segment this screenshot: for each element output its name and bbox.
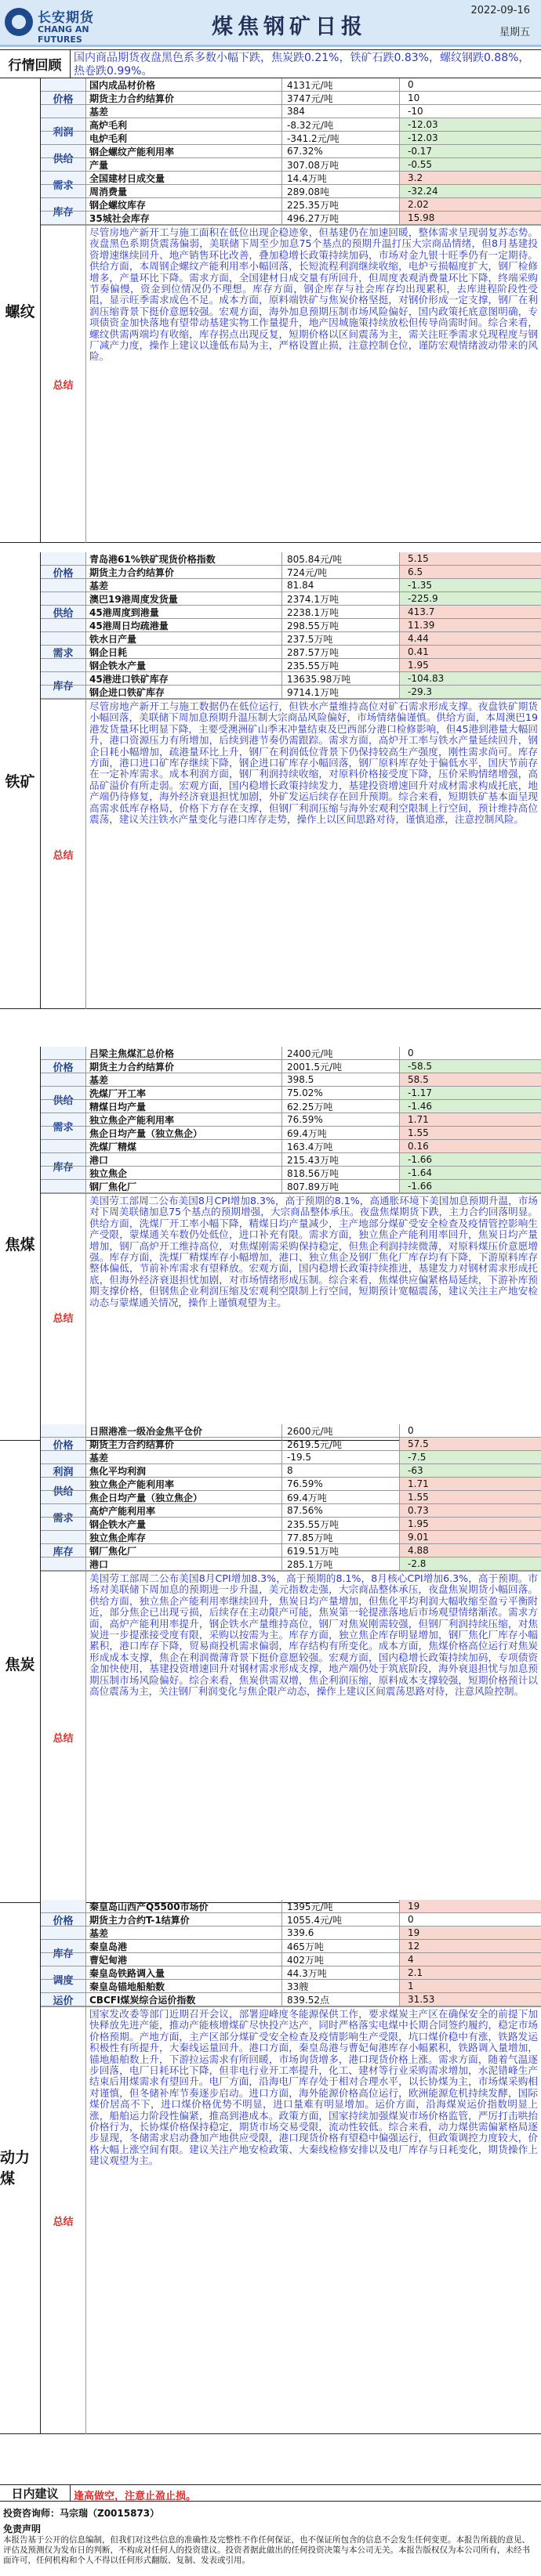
category-label: 价格 — [41, 1424, 86, 1464]
indicator-name: 国内成品材价格 — [86, 78, 282, 91]
indicator-change: 31.53 — [400, 1993, 541, 2006]
indicator-value: 285.1万吨 — [282, 1558, 400, 1570]
indicator-value: 619.51万吨 — [282, 1544, 400, 1557]
indicator-name: 独立焦企产能利用率 — [86, 1113, 282, 1126]
summary-block — [41, 1193, 541, 1441]
indicator-value: 805.84元/吨 — [282, 552, 400, 565]
table-row — [41, 1993, 541, 2006]
indicator-value: -341.2元/吨 — [282, 132, 400, 144]
intraday-advice — [0, 2484, 541, 2502]
indicator-name: 钢企螺纹库存 — [86, 198, 282, 211]
indicator-name: 期货主力合约结算价 — [86, 1060, 282, 1073]
indicator-name: 洗煤厂精煤 — [86, 1140, 282, 1152]
market-review-label: 行情回顾 — [0, 50, 71, 78]
report-header — [0, 0, 541, 47]
section-4 — [0, 1900, 541, 2434]
indicator-value: 287.57万吨 — [282, 646, 400, 658]
indicator-change: 413.7 — [400, 606, 541, 618]
category-label: 库存 — [41, 198, 86, 225]
indicator-name: 基差 — [86, 105, 282, 118]
summary-label: 总结 — [41, 226, 86, 543]
indicator-change: -2.8 — [400, 1558, 541, 1570]
indicator-value: 235.55万吨 — [282, 659, 400, 671]
indicator-change: 0.41 — [400, 646, 541, 658]
indicator-name: 45港进口铁矿库存 — [86, 672, 282, 685]
indicator-value: 9714.1万吨 — [282, 686, 400, 698]
indicator-change: 0.73 — [400, 1504, 541, 1517]
indicator-value: 307.08万吨 — [282, 158, 400, 171]
table-row — [41, 579, 541, 592]
indicator-name: CBCFI煤炭综合运价指数 — [86, 1993, 282, 2006]
category-label: 供给 — [41, 592, 86, 632]
indicator-name: 45港周日均疏港量 — [86, 619, 282, 631]
market-review — [0, 49, 541, 78]
indicator-value: 14.4万吨 — [282, 172, 400, 184]
table-row — [41, 686, 541, 699]
table-row — [41, 118, 541, 132]
indicator-value: -19.5 — [282, 1451, 400, 1463]
summary-block — [41, 1571, 541, 1903]
indicator-change: -1.35 — [400, 579, 541, 592]
indicator-value: 163.4万吨 — [282, 1140, 400, 1152]
indicator-name: 产量 — [86, 158, 282, 171]
indicator-value: 44.3万吨 — [282, 1966, 400, 1979]
indicator-change: -1.46 — [400, 1100, 541, 1113]
indicator-value: 2374.1万吨 — [282, 592, 400, 605]
indicator-name: 吕梁主焦煤汇总价格 — [86, 1047, 282, 1059]
summary-block — [41, 225, 541, 543]
indicator-change: 57.5 — [400, 1438, 541, 1450]
indicator-name: 周消费量 — [86, 185, 282, 197]
indicator-change: 2.1 — [400, 1966, 541, 1979]
indicator-value: 2600元/吨 — [282, 1424, 400, 1437]
indicator-name: 钢企进口铁矿库存 — [86, 686, 282, 698]
indicator-name: 日照港准一级冶金焦平仓价 — [86, 1424, 282, 1437]
table-row — [41, 158, 541, 172]
indicator-value: 839.52点 — [282, 1993, 400, 2006]
summary-text: 尽管房地产新开工与施工数据仍在低位运行，但铁水产量维持高位对矿石需求形成支撑。夜盘铁矿期货小幅回落，美联储下周加息预期升温压制大宗商品风险偏好，市场情绪偏谨慎。供给方面，本周澳巴19港发货量环比明显下降，主要受澳洲矿山季末冲量结束及巴西部分港口检修影响，但45港到港量大幅回升，港口资源压力有所增加，后续到港节奏仍需跟踪。需求方面，高炉开工率与铁水产量延续回升，钢企日耗小幅增加，疏港量环比上升，钢厂在利润低位背景下仍保持较高生产强度，刚性需求尚可。库存方面，港口进口矿库存继续下降，钢企进口矿库存小幅回落，钢厂原料库存处于偏低水平，国庆节前存在一定补库需求。成本利润方面，钢厂利润持续收缩，对原料价格接受度下降，压价采购情绪增强，高品矿溢价有所走弱。宏观方面，国内稳增长政策持续发力，基建投资增速回升对成材需求构成托底，地产端仍待修复，海外经济衰退担忧加剧，外矿发运后续存在回升预期。综合来看，短期铁矿基本面呈现高需求低库存格局，价格下方存在支撑，但钢厂利润压缩与海外宏观利空限制上行空间，预计维持高位震荡，建议关注铁水产量变化与港口库存走势，操作上以区间思路对待，谨慎追涨，注意控制风险。 — [89, 701, 538, 826]
indicator-change: -12.03 — [400, 118, 541, 131]
indicator-change: 15.98 — [400, 212, 541, 224]
indicator-value: 2238.1万吨 — [282, 606, 400, 618]
summary-block — [41, 699, 541, 1009]
indicator-name: 澳巴19港周度发货量 — [86, 592, 282, 605]
table-row — [41, 1060, 541, 1073]
indicator-change: -12.03 — [400, 132, 541, 144]
indicator-value: 398.5 — [282, 1073, 400, 1086]
indicator-change: -0.55 — [400, 158, 541, 171]
table-row — [41, 1451, 541, 1464]
table-row — [41, 632, 541, 646]
table-row — [41, 198, 541, 212]
category-label: 价格 — [41, 78, 86, 118]
summary-label: 总结 — [41, 700, 86, 1009]
indicator-change: -29.3 — [400, 686, 541, 698]
indicator-change: -7.5 — [400, 1451, 541, 1463]
indicator-name: 焦企日均产量（独立焦企） — [86, 1127, 282, 1139]
summary-text: 美国劳工部周二公布美国8月CPI增加8.3%，高于预期的8.1%，8月核心CPI增加6.3%，高于预期。市场对美联储下周加息的预期进一步升温，美元指数走强，大宗商品整体承压，夜盘焦炭期货小幅回落。供给方面，独立焦企产能利用率继续回升，焦炭日均产量增加，但焦化平均利润大幅收缩至盈亏平衡附近，部分焦企已出现亏损，后续存在主动限产可能，焦炭第一轮提涨落地后市场观望情绪渐浓。需求方面，高炉产能利用率提升，钢企铁水产量维持高位，钢厂对焦炭刚需较强，但钢厂利润持续压缩，对焦炭进一步提涨接受度有限，采购以按需为主。库存方面，独立焦企库存明显增加，钢厂焦化厂库存小幅累积，港口库存下降，贸易商投机需求偏弱，库存结构有所变化。成本方面，焦煤价格高位运行对焦炭形成成本支撑，焦企在利润微薄背景下挺价意愿较强。宏观方面，国内稳增长政策持续加码，专项债资金加快使用，基建投资增速回升对钢材需求形成支撑，地产端仍处于筑底阶段，海外衰退担忧与加息预期压制市场风险偏好。综合来看，焦炭供需双增，焦企利润压缩，原料成本支撑较强，短期价格预计以高位震荡为主，关注钢厂利润变化与焦企限产动态，操作上建议区间震荡思路对待，注意风险控制。 — [89, 1573, 538, 1698]
table-row — [41, 646, 541, 659]
category-label: 需求 — [41, 1113, 86, 1140]
company-logo — [5, 5, 122, 45]
indicator-name: 洗煤厂开工率 — [86, 1087, 282, 1099]
indicator-change: 1.55 — [400, 1491, 541, 1503]
table-row — [41, 1940, 541, 1953]
summary-label: 总结 — [41, 2007, 86, 2434]
indicator-value: 76.59% — [282, 1478, 400, 1490]
table-row — [41, 566, 541, 579]
indicator-value: 3747元/吨 — [282, 92, 400, 104]
table-row — [41, 1558, 541, 1571]
indicator-value: 298.55万吨 — [282, 619, 400, 631]
indicator-change: 5.15 — [400, 552, 541, 565]
indicator-name: 高炉产能利用率 — [86, 1504, 282, 1517]
category-label: 利润 — [41, 1464, 86, 1478]
indicator-change: 0 — [408, 1425, 414, 1436]
category-label: 库存 — [41, 1940, 86, 1966]
table-row — [41, 1087, 541, 1100]
indicator-name: 港口 — [86, 1558, 282, 1570]
table-row — [41, 212, 541, 225]
indicator-change: 1.71 — [400, 1478, 541, 1490]
table-row — [41, 1491, 541, 1504]
category-label: 供给 — [41, 1087, 86, 1113]
category-label: 需求 — [41, 632, 86, 672]
table-row — [41, 1900, 541, 1913]
table-row — [41, 1127, 541, 1140]
indicator-change: -1.66 — [400, 1180, 541, 1192]
indicator-value: 289.08吨 — [282, 185, 400, 197]
table-row — [41, 1913, 541, 1927]
table-row — [41, 1980, 541, 1993]
section-2 — [0, 1047, 541, 1441]
indicator-value: 62.25万吨 — [282, 1100, 400, 1113]
intraday-advice-label: 日内建议 — [0, 2485, 71, 2501]
indicator-change: 4.44 — [400, 632, 541, 645]
indicator-change: 19 — [400, 1927, 541, 1939]
indicator-change: 0 — [408, 79, 414, 90]
disclaimer-text: 本报告基于公开的信息编制，但我们对这些信息的准确性及完整性不作任何保证，也不保证所包含的信息不会发生任何变更。本报告所载的意见、评估及预测仅为发布日的判断，不构成对任何人的投资建议。投资者据此做出的任何投资决策与本公司无关。本报告版权仅为本公司所有，未经书面许可，任何机构和个人不得以任何形式翻版、复制、发表或引用。 — [3, 2535, 530, 2565]
indicator-name: 青岛港61%铁矿现货价格指数 — [86, 552, 282, 565]
section-name: 焦炭 — [0, 1424, 41, 1902]
indicator-change: -1.66 — [400, 1153, 541, 1166]
category-label: 调度 — [41, 1966, 86, 1993]
indicator-change: 1.55 — [400, 1127, 541, 1139]
section-0 — [0, 78, 541, 543]
section-3 — [0, 1424, 541, 1903]
table-row — [41, 552, 541, 566]
table-row — [41, 606, 541, 619]
table-row — [41, 78, 541, 92]
summary-label: 总结 — [41, 1572, 86, 1903]
disclaimer-heading: 免责声明 — [3, 2524, 42, 2534]
indicator-name: 期货主力合约结算价 — [86, 566, 282, 578]
category-label: 供给 — [41, 1478, 86, 1504]
indicator-name: 秦皇岛铁路调入量 — [86, 1966, 282, 1979]
indicator-value: -8.32元/吨 — [282, 118, 400, 131]
indicator-change: 0.16 — [400, 1140, 541, 1152]
category-label: 需求 — [41, 172, 86, 198]
indicator-change: 3.2 — [400, 172, 541, 184]
indicator-change: 4.88 — [400, 1544, 541, 1557]
indicator-name: 焦化平均利润 — [86, 1464, 282, 1477]
summary-text: 国家发改委等部门近期召开会议，部署迎峰度冬能源保供工作，要求煤炭主产区在确保安全的前提下加快释放先进产能，推动产能核增煤矿尽快投产达产，同时严格落实电煤中长期合同签约履约，稳定市场价格预期。产地方面，主产区部分煤矿受安全检查及疫情影响生产受限，坑口煤价稳中有涨，铁路发运积极性有所提升，大秦线运量回升。港口方面，秦皇岛港与曹妃甸港库存小幅累积，铁路调入量增加，锚地船舶数上升，下游拉运需求有所回暖，市场询货增多，港口现货价格上涨。需求方面，随着气温逐步回落，电厂日耗环比下降，但非电行业开工率提升，化工、建材等行业采购需求增加，水泥错峰生产结束后用煤需求有望回升。电厂方面，沿海电厂库存处于相对合理水平，以长协煤为主，市场煤采购相对谨慎，但冬储补库节奏逐步启动。进口方面，海外能源价格高位运行，欧洲能源危机持续发酵，国际煤价居高不下，进口煤价格优势不明显，进口量难有明显增加。运价方面，沿海煤炭运价指数明显上涨，船舶运力阶段性偏紧，推高到港成本。政策方面，国家持续加强煤炭市场价格监管，严厉打击哄抬价格行为，长协煤价格保持稳定，期货市场交易受限，流动性较低。综合来看，动力煤供需偏紧格局逐步显现，冬储需求启动叠加产地供应受限，港口现货价格有望稳中偏强运行，但政策调控力度较大，价格大幅上涨空间有限。建议关注产地安检政策、大秦线检修安排以及电厂库存与日耗变化，期货操作上建议观望为主。 — [89, 2009, 538, 2167]
indicator-value: 76.59% — [282, 1113, 400, 1126]
indicator-change: 2.02 — [400, 198, 541, 211]
indicator-name: 45港周度到港量 — [86, 606, 282, 618]
table-row — [41, 1438, 541, 1451]
category-label: 库存 — [41, 672, 86, 699]
summary-text: 尽管房地产新开工与施工面积在低位出现企稳迹象，但基建仍在加速回暖，整体需求呈现弱复苏态势。夜盘黑色系期货震荡偏弱，美联储下周至少加息75个基点的预期升温打压大宗商品情绪，但8月基建投资增速继续回升、地产销售环比改善，叠加稳增长政策持续加码，市场对金九银十旺季仍有一定期待。供给方面，本周钢企螺纹产能利用率小幅回落，长短流程利润继续收缩，电炉亏损幅度扩大，钢厂检修增多，产量环比下降。需求方面，全国建材日成交量有所回升，但周度表观消费量环比下降，终端采购节奏偏慢，资金到位情况仍不理想。库存方面，钢企库存与社会库存均出现累积，去库进程阶段性受阻，显示旺季需求成色不足。成本方面，原料端铁矿与焦炭价格坚挺，对钢价形成一定支撑，钢厂在利润压缩背景下挺价意愿较强。宏观方面，海外加息预期压制市场风险偏好，国内政策托底意图明确，专项债资金加快落地有望带动基建实物工作量提升，地产因城施策持续放松但传导尚需时间。综合来看，螺纹供需两端均有收缩，库存拐点出现反复，短期价格以区间震荡为主，需关注旺季需求兑现程度与钢厂减产力度，操作上建议以逢低布局为主，严格设置止损，注意控制仓位，谨防宏观情绪波动带来的风险。 — [89, 227, 538, 363]
category-label: 运价 — [41, 1993, 86, 2006]
indicator-name: 钢企日耗 — [86, 646, 282, 658]
table-row — [41, 1478, 541, 1491]
indicator-value: 496.27万吨 — [282, 212, 400, 224]
table-row — [41, 1113, 541, 1127]
table-row — [41, 619, 541, 632]
indicator-name: 焦企日均产量（独立焦企） — [86, 1491, 282, 1503]
indicator-name: 港口 — [86, 1153, 282, 1166]
report-title: 煤焦钢矿日报 — [212, 15, 367, 39]
table-row — [41, 1140, 541, 1153]
analyst-credit: 投资咨询师：马宗瑞（Z0015873） — [3, 2508, 160, 2519]
indicator-change: 10 — [408, 92, 420, 103]
indicator-change: -225.9 — [400, 592, 541, 605]
category-label: 价格 — [41, 1047, 86, 1087]
table-row — [41, 1531, 541, 1544]
report-weekday: 星期五 — [499, 27, 530, 38]
indicator-name: 精煤日均产量 — [86, 1100, 282, 1113]
indicator-change: 0 — [408, 1047, 414, 1058]
indicator-value: 2001.5元/吨 — [282, 1060, 400, 1073]
indicator-change: -1.17 — [400, 1087, 541, 1099]
table-row — [41, 1100, 541, 1113]
table-row — [41, 1047, 541, 1060]
indicator-change: 9.01 — [400, 1531, 541, 1543]
indicator-change: 6.5 — [400, 566, 541, 578]
summary-block — [41, 2006, 541, 2434]
indicator-value: 1055.4元/吨 — [282, 1913, 400, 1926]
summary-label: 总结 — [41, 1194, 86, 1441]
indicator-name: 期货主力合约结算价 — [86, 92, 282, 104]
table-row — [41, 672, 541, 686]
indicator-value: 77.85万吨 — [282, 1531, 400, 1543]
table-row — [41, 145, 541, 158]
summary-text: 美国劳工部周二公布美国8月CPI增加8.3%，高于预期的8.1%，高通胀环境下美国加息预期升温，市场对下周美联储加息75个基点的预期增强，大宗商品整体承压。夜盘焦煤期货下跌，主力合约回落明显。供给方面，洗煤厂开工率小幅下降，精煤日均产量减少，主产地部分煤矿受安全检查及疫情管控影响生产受限，蒙煤通关车数仍处低位，进口补充有限。需求方面，独立焦企产能利用率回升，焦炭日均产量增加，钢厂高炉开工维持高位，对焦煤刚需采购保持稳定，但焦企利润持续微薄，对原料煤压价意愿增强。库存方面，洗煤厂精煤库存小幅增加，港口、独立焦企及钢厂焦化厂库存均有下降，下游原料库存整体偏低，节前补库需求有望释放。宏观方面，国内稳增长政策持续推进，基建发力对钢材需求形成托底，但海外经济衰退担忧加剧，对市场情绪形成压制。综合来看，焦煤供应偏紧格局延续，下游补库预期支撑价格，但钢焦企业利润压缩及宏观利空限制上行空间，短期预计宽幅震荡，建议关注主产地安检动态与蒙煤通关情况，操作上谨慎观望为主。 — [89, 1196, 538, 1308]
indicator-name: 铁水日产量 — [86, 632, 282, 645]
indicator-value: 2619.5元/吨 — [282, 1438, 400, 1450]
table-row — [41, 659, 541, 672]
indicator-name: 秦皇岛港 — [86, 1940, 282, 1952]
indicator-value: 724元/吨 — [282, 566, 400, 578]
indicator-change: 4 — [400, 1953, 541, 1966]
category-label: 价格 — [41, 1900, 86, 1940]
indicator-name: 钢企铁水产量 — [86, 659, 282, 671]
table-row — [41, 1153, 541, 1167]
indicator-name: 期货主力合约结算价 — [86, 1438, 282, 1450]
indicator-name: 期货主力合约T-1结算价 — [86, 1913, 282, 1926]
indicator-change: 58.5 — [400, 1073, 541, 1086]
indicator-name: 钢企螺纹产能利用率 — [86, 145, 282, 157]
indicator-value: 13635.98万吨 — [282, 672, 400, 685]
logo-mark-icon — [5, 8, 33, 36]
indicator-value: 33艘 — [282, 1980, 400, 1992]
table-row — [41, 1927, 541, 1940]
indicator-change: 1.71 — [400, 1113, 541, 1126]
indicator-name: 35城社会库存 — [86, 212, 282, 224]
table-row — [41, 1504, 541, 1518]
indicator-change: 19 — [400, 1900, 541, 1912]
category-label: 利润 — [41, 118, 86, 145]
indicator-value: 237.5万吨 — [282, 632, 400, 645]
indicator-value: 81.84 — [282, 579, 400, 592]
category-label: 价格 — [41, 552, 86, 592]
indicator-grid — [41, 552, 541, 1009]
indicator-name: 钢厂焦化厂 — [86, 1180, 282, 1192]
indicator-value: 69.4万吨 — [282, 1127, 400, 1139]
indicator-value: 807.89万吨 — [282, 1180, 400, 1192]
indicator-grid — [41, 1424, 541, 1903]
indicator-value: 67.32% — [282, 145, 400, 157]
table-row — [41, 592, 541, 606]
indicator-value: 1395元/吨 — [282, 1900, 400, 1912]
category-label: 供给 — [41, 145, 86, 172]
indicator-name: 基差 — [86, 1073, 282, 1086]
indicator-change: -104.83 — [400, 672, 541, 685]
indicator-name: 全国建材日成交量 — [86, 172, 282, 184]
section-1 — [0, 552, 541, 1009]
table-row — [41, 1544, 541, 1558]
indicator-name: 基差 — [86, 1927, 282, 1939]
table-row — [41, 92, 541, 105]
indicator-change: -58.5 — [400, 1060, 541, 1073]
indicator-name: 高炉毛利 — [86, 118, 282, 131]
table-row — [41, 105, 541, 118]
indicator-name: 曹妃甸港 — [86, 1953, 282, 1966]
indicator-change: -1.64 — [400, 1167, 541, 1179]
indicator-value: 215.43万吨 — [282, 1153, 400, 1166]
indicator-grid — [41, 78, 541, 543]
indicator-change: -63 — [400, 1464, 541, 1477]
indicator-change: -10 — [408, 106, 423, 117]
table-row — [41, 1518, 541, 1531]
indicator-change: 12 — [400, 1940, 541, 1952]
section-name: 螺纹 — [0, 78, 41, 542]
section-name: 焦煤 — [0, 1047, 41, 1440]
indicator-name: 基差 — [86, 579, 282, 592]
indicator-name: 钢厂焦化厂 — [86, 1544, 282, 1557]
table-row — [41, 185, 541, 198]
category-label: 需求 — [41, 1504, 86, 1531]
indicator-value: 402万吨 — [282, 1953, 400, 1966]
table-row — [41, 1464, 541, 1478]
indicator-change: 1 — [400, 1980, 541, 1992]
indicator-grid — [41, 1047, 541, 1441]
category-label: 库存 — [41, 1531, 86, 1571]
category-label: 库存 — [41, 1140, 86, 1193]
indicator-value: 235.55万吨 — [282, 1518, 400, 1530]
indicator-change: -32.24 — [400, 185, 541, 197]
report-date: 2022-09-16 — [470, 5, 530, 16]
section-name: 动力煤 — [0, 1900, 41, 2433]
indicator-change: 1.95 — [400, 1518, 541, 1530]
indicator-name: 电炉毛利 — [86, 132, 282, 144]
indicator-name: 钢企铁水产量 — [86, 1518, 282, 1530]
indicator-name: 秦皇岛山西产Q5500市场价 — [86, 1900, 282, 1912]
indicator-name: 独立焦企库存 — [86, 1531, 282, 1543]
indicator-value: 75.02% — [282, 1087, 400, 1099]
indicator-value: 8 — [282, 1464, 400, 1477]
table-row — [41, 172, 541, 185]
indicator-change: 1.95 — [400, 659, 541, 671]
indicator-value: 818.56万吨 — [282, 1167, 400, 1179]
indicator-change: -0.17 — [400, 145, 541, 157]
intraday-advice-text: 逢高做空，注意止盈止损。 — [74, 2491, 197, 2502]
indicator-grid — [41, 1900, 541, 2434]
table-row — [41, 132, 541, 145]
market-review-text: 国内商品期货夜盘黑色系多数小幅下跌，焦炭跌0.21%，铁矿石跌0.83%，螺纹钢跌0.88%，热卷跌0.99%。 — [74, 52, 530, 78]
indicator-name: 独立焦企产能利用率 — [86, 1478, 282, 1490]
indicator-name: 秦皇岛锚地船舶数 — [86, 1980, 282, 1992]
table-row — [41, 1167, 541, 1180]
table-row — [41, 1180, 541, 1193]
indicator-value: 87.56% — [282, 1504, 400, 1517]
table-row — [41, 1953, 541, 1966]
indicator-name: 基差 — [86, 1451, 282, 1463]
indicator-value: 2400元/吨 — [282, 1047, 400, 1059]
indicator-value: 69.4万吨 — [282, 1491, 400, 1503]
indicator-value: 225.35万吨 — [282, 198, 400, 211]
table-row — [41, 1966, 541, 1980]
indicator-name: 独立焦企 — [86, 1167, 282, 1179]
indicator-value: 339.6 — [282, 1927, 400, 1939]
indicator-change: 11.39 — [400, 619, 541, 631]
logo-cn-text: 长安期货 — [38, 10, 94, 26]
indicator-value: 465万吨 — [282, 1940, 400, 1952]
table-row — [41, 1073, 541, 1087]
indicator-value: 384 — [282, 105, 400, 118]
indicator-value: 4131元/吨 — [282, 78, 400, 91]
indicator-change: 0 — [408, 1914, 414, 1925]
table-row — [41, 1424, 541, 1438]
section-name: 铁矿 — [0, 552, 41, 1008]
logo-en-text: CHANG AN FUTURES — [38, 24, 89, 45]
